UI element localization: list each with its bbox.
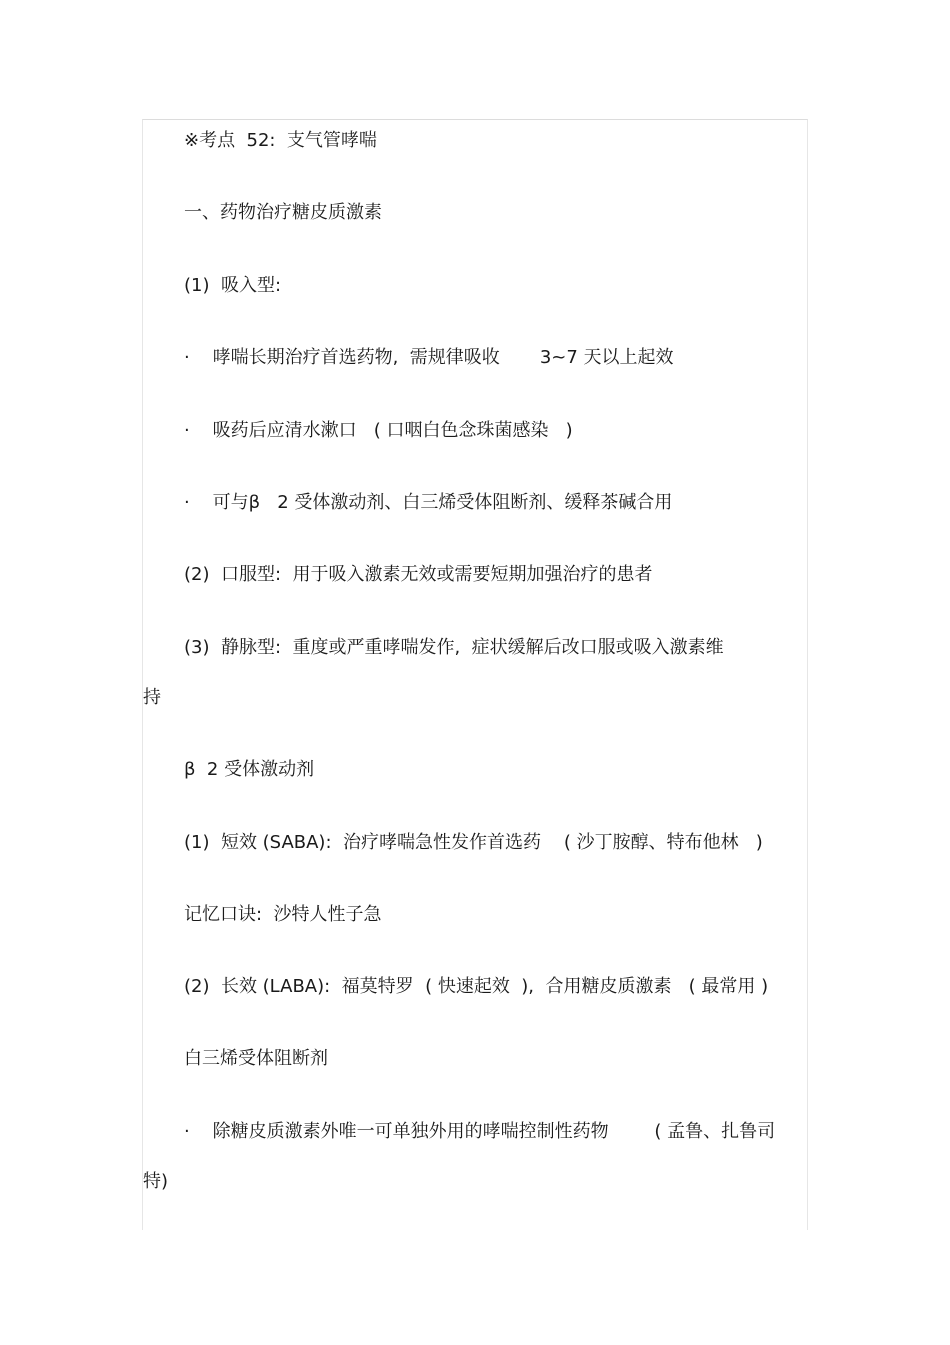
bullet-first-choice: · 哮喘长期治疗首选药物, 需规律吸收 3~7 天以上起效	[184, 347, 674, 368]
paragraph-laba: (2) 长效 (LABA): 福莫特罗 ( 快速起效 ), 合用糖皮质激素 ( 最常用 )	[184, 976, 769, 997]
bullet-rinse-mouth: · 吸药后应清水漱口 ( 口咽白色念珠菌感染 )	[184, 420, 573, 441]
paragraph-intravenous-continued: 持	[143, 687, 161, 708]
section-heading-drug-therapy: 一、药物治疗糖皮质激素	[184, 202, 382, 223]
bullet-leukotriene: · 除糖皮质激素外唯一可单独外用的哮喘控制性药物 ( 孟鲁、扎鲁司	[184, 1121, 776, 1142]
paragraph-mnemonic: 记忆口诀: 沙特人性子急	[184, 904, 382, 925]
paragraph-saba: (1) 短效 (SABA): 治疗哮喘急性发作首选药 ( 沙丁胺醇、特布他林 )	[184, 832, 763, 853]
paragraph-oral: (2) 口服型: 用于吸入激素无效或需要短期加强治疗的患者	[184, 564, 653, 585]
paragraph-intravenous: (3) 静脉型: 重度或严重哮喘发作, 症状缓解后改口服或吸入激素维	[184, 637, 724, 658]
section-heading-beta2-agonist: β 2 受体激动剂	[184, 759, 315, 780]
subheading-inhaled: (1) 吸入型:	[184, 275, 282, 296]
bullet-leukotriene-continued: 特)	[143, 1171, 169, 1192]
heading-topic-52: ※考点 52: 支气管哮喘	[184, 130, 377, 151]
section-heading-leukotriene: 白三烯受体阻断剂	[184, 1048, 328, 1069]
bullet-combination: · 可与β 2 受体激动剂、白三烯受体阻断剂、缓释茶碱合用	[184, 492, 673, 513]
